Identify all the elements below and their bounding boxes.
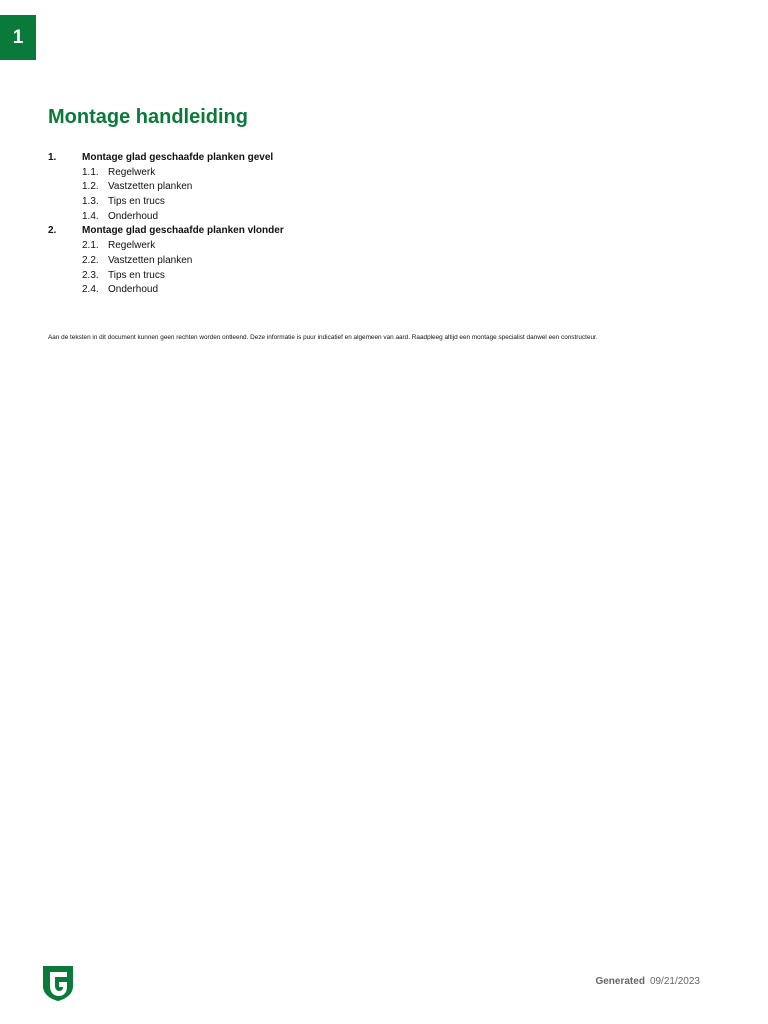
toc-subsection[interactable]: [48, 210, 728, 225]
page-number-badge: [0, 15, 36, 60]
toc-subsection-number: 2.4.: [82, 284, 99, 296]
toc-section[interactable]: [48, 224, 728, 239]
toc-subsection[interactable]: [48, 166, 728, 181]
toc-subsection-label: Tips en trucs: [108, 196, 165, 208]
toc-subsection-number: 1.1.: [82, 166, 99, 178]
page-title: Montage handleiding: [48, 106, 248, 128]
toc-subsection-label: Vastzetten planken: [108, 254, 193, 266]
toc-subsection-number: 2.2.: [82, 254, 99, 266]
disclaimer-text: Aan de teksten in dit document kunnen geen rechten worden ontleend. Deze informatie is puur indicatief en algemeen van aard. Raadpleeg altijd een montage specialist danwel een constructeur.: [48, 334, 598, 342]
toc-section[interactable]: [48, 151, 728, 166]
toc-section-number: 2.: [48, 225, 57, 237]
page-number: 1: [12, 26, 24, 48]
toc-section-label: Montage glad geschaafde planken vlonder: [82, 225, 284, 237]
toc-subsection[interactable]: [48, 283, 728, 298]
toc-section-number: 1.: [48, 152, 57, 163]
toc-section-label: Montage glad geschaafde planken gevel: [82, 152, 274, 163]
toc-subsection[interactable]: [48, 180, 728, 195]
generated-date: 09/21/2023: [649, 976, 700, 987]
toc-subsection-label: Regelwerk: [108, 240, 156, 252]
toc-subsection[interactable]: [48, 254, 728, 269]
toc-subsection-label: Tips en trucs: [108, 269, 165, 281]
toc-subsection-label: Regelwerk: [108, 166, 156, 178]
generated-label: Generated: [595, 976, 645, 987]
shield-g-logo-icon: [41, 964, 75, 1002]
toc-subsection[interactable]: [48, 269, 728, 284]
toc-subsection-label: Onderhoud: [108, 210, 159, 222]
toc-subsection[interactable]: [48, 195, 728, 210]
toc-subsection-number: 1.4.: [82, 210, 99, 222]
toc-subsection-number: 1.3.: [82, 196, 99, 208]
toc-subsection-number: 2.3.: [82, 269, 99, 281]
generated-stamp: [595, 976, 700, 987]
toc-subsection-number: 2.1.: [82, 240, 99, 252]
toc-subsection-label: Onderhoud: [108, 284, 159, 296]
toc-subsection[interactable]: [48, 239, 728, 254]
toc-subsection-label: Vastzetten planken: [108, 181, 193, 193]
table-of-contents: [48, 151, 728, 298]
toc-subsection-number: 1.2.: [82, 181, 99, 193]
